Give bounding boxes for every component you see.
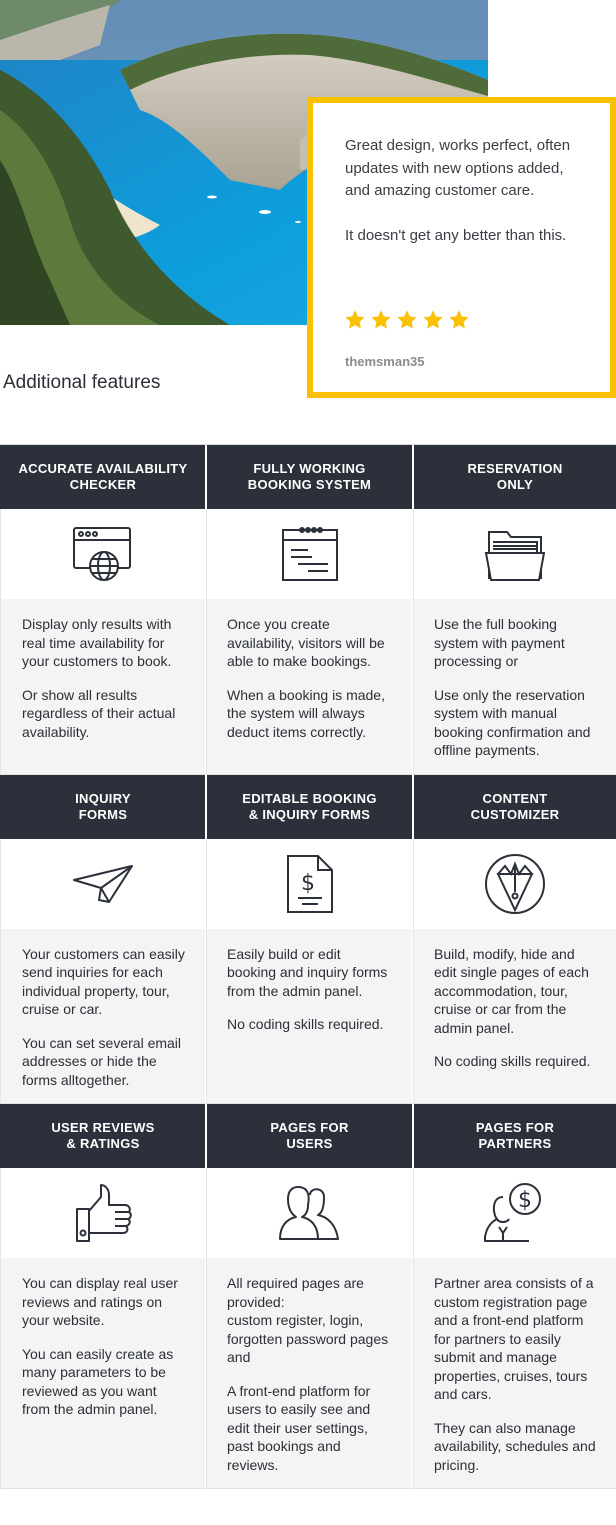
svg-text:$: $ bbox=[518, 1188, 532, 1213]
feature-title-text: FULLY WORKING BOOKING SYSTEM bbox=[247, 461, 372, 492]
feature-paragraph: Your customers can easily send inquiries for each individual property, tour, cruise or car. bbox=[22, 945, 185, 1017]
feature-row bbox=[0, 1104, 616, 1489]
feature-description bbox=[206, 599, 412, 775]
notepad-icon bbox=[206, 509, 412, 599]
feature-description bbox=[0, 1258, 205, 1489]
feature-card bbox=[0, 1104, 206, 1489]
feature-paragraph: You can display real user reviews and ratings on your website. bbox=[22, 1275, 178, 1328]
feature-paragraph: Once you create availability, visitors will be able to make bookings. bbox=[227, 616, 385, 669]
testimonial-text bbox=[345, 135, 585, 270]
feature-title bbox=[413, 445, 616, 509]
feature-card bbox=[413, 445, 616, 775]
feature-title-text: INQUIRY FORMS bbox=[75, 790, 131, 822]
feature-title-text: PAGES FOR USERS bbox=[270, 1120, 349, 1151]
star-icon bbox=[370, 309, 392, 331]
star-icon bbox=[422, 309, 444, 331]
pencil-tip-circle-icon bbox=[413, 839, 616, 929]
feature-description bbox=[413, 929, 616, 1105]
feature-title-text: RESERVATION ONLY bbox=[467, 461, 563, 492]
feature-card bbox=[206, 1104, 413, 1489]
feature-paragraph: Use the full booking system with payment processing or bbox=[434, 616, 565, 669]
feature-card bbox=[0, 445, 206, 775]
feature-paragraph: You can easily create as many parameters to be reviewed as you want from the admin panel. bbox=[22, 1345, 174, 1417]
feature-title bbox=[413, 1104, 616, 1168]
feature-paragraph: All required pages are provided: custom register, login, forgotten password pages and bbox=[227, 1275, 389, 1365]
star-icon bbox=[448, 309, 470, 331]
feature-title bbox=[206, 1104, 412, 1168]
svg-text:$: $ bbox=[300, 870, 315, 896]
thumbs-up-icon bbox=[0, 1168, 205, 1258]
feature-description bbox=[0, 599, 205, 775]
feature-paragraph: Or show all results regardless of their actual availability. bbox=[22, 686, 176, 740]
feature-paragraph: You can set several email addresses or hide the forms alltogether. bbox=[22, 1034, 182, 1088]
section-title: Additional features bbox=[3, 372, 161, 393]
feature-title-text: ACCURATE AVAILABILITY CHECKER bbox=[18, 461, 188, 492]
feature-row bbox=[0, 445, 616, 775]
browser-globe-icon bbox=[0, 509, 205, 599]
testimonial-card bbox=[307, 97, 616, 398]
feature-title bbox=[206, 445, 412, 509]
feature-card bbox=[0, 775, 206, 1105]
feature-title bbox=[413, 775, 616, 839]
partner-dollar-icon bbox=[413, 1168, 616, 1258]
folder-icon bbox=[413, 509, 616, 599]
feature-title-text: EDITABLE BOOKING & INQUIRY FORMS bbox=[242, 790, 377, 822]
feature-paragraph: Display only results with real time availability for your customers to book. bbox=[22, 616, 172, 669]
feature-paragraph: No coding skills required. bbox=[434, 1053, 591, 1069]
feature-title bbox=[0, 1104, 205, 1168]
testimonial-author: themsman35 bbox=[345, 354, 425, 369]
feature-description bbox=[413, 599, 616, 775]
feature-title-text: CONTENT CUSTOMIZER bbox=[470, 790, 560, 822]
feature-paragraph: A front-end platform for users to easily see and edit their user settings, past bookings and reviews. bbox=[227, 1382, 371, 1473]
feature-card bbox=[413, 775, 616, 1105]
feature-title-text: USER REVIEWS & RATINGS bbox=[51, 1120, 155, 1151]
feature-card bbox=[206, 445, 413, 775]
dollar-document-icon bbox=[206, 839, 412, 929]
feature-title bbox=[206, 775, 412, 839]
feature-title bbox=[0, 445, 205, 509]
feature-grid bbox=[0, 444, 616, 1489]
users-icon bbox=[206, 1168, 412, 1258]
feature-description bbox=[206, 929, 412, 1105]
feature-paragraph: They can also manage availability, schedules and pricing. bbox=[434, 1419, 596, 1473]
testimonial-paragraph: It doesn't get any better than this. bbox=[345, 227, 567, 244]
feature-paragraph: Partner area consists of a custom registration page and a front-end platform for partners to easily submit and manage properties, cruises, tours and cars. bbox=[434, 1275, 594, 1402]
feature-description bbox=[206, 1258, 412, 1489]
feature-description bbox=[0, 929, 205, 1105]
feature-card bbox=[206, 775, 413, 1105]
feature-paragraph: Easily build or edit booking and inquiry forms from the admin panel. bbox=[227, 945, 388, 999]
star-rating bbox=[344, 309, 470, 331]
paper-plane-icon bbox=[0, 839, 205, 929]
testimonial-paragraph: Great design, works perfect, often updates with new options added, and amazing customer care. bbox=[345, 137, 571, 199]
feature-paragraph: No coding skills required. bbox=[227, 1016, 384, 1032]
feature-paragraph: When a booking is made, the system will always deduct items correctly. bbox=[227, 686, 385, 740]
feature-title-text: PAGES FOR PARTNERS bbox=[475, 1120, 555, 1151]
feature-paragraph: Use only the reservation system with manual booking confirmation and offline payments. bbox=[434, 686, 591, 758]
feature-description bbox=[413, 1258, 616, 1489]
feature-title bbox=[0, 775, 205, 839]
star-icon bbox=[344, 309, 366, 331]
star-icon bbox=[396, 309, 418, 331]
feature-paragraph: Build, modify, hide and edit single pages of each accommodation, tour, cruise or car from the admin panel. bbox=[434, 945, 589, 1036]
feature-row bbox=[0, 775, 616, 1105]
feature-card bbox=[413, 1104, 616, 1489]
